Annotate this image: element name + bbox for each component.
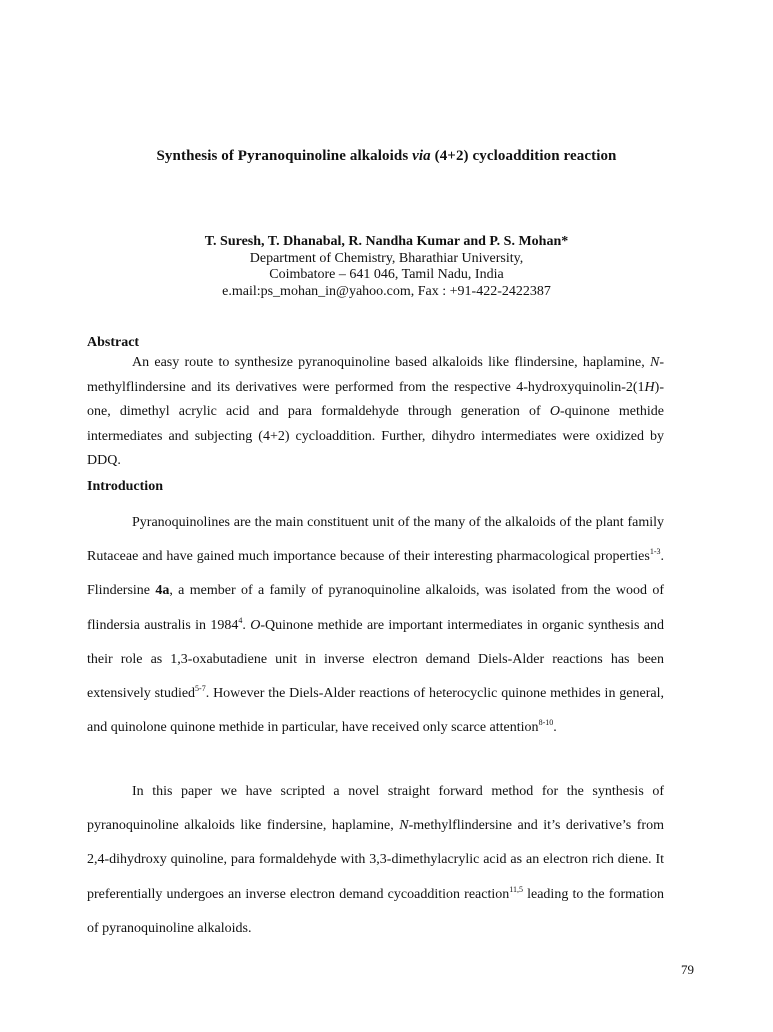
introduction-paragraph-1 xyxy=(87,506,664,745)
abstract-text-2: -methylflindersine and its derivatives were performed from the respective 4-hydroxyquinolin-2(1 xyxy=(87,355,665,395)
citation-8-10: 8-10 xyxy=(538,718,554,728)
p1-text-e: -Quinone methide are important intermediates in organic synthesis and their role as 1,3-oxabutadiene unit in inverse electron demand Diels-Alder reactions has been extensively studied xyxy=(87,617,664,702)
affiliation-contact: e.mail:ps_mohan_in@yahoo.com, Fax : +91-422-2422387 xyxy=(222,283,551,299)
title-italic-via: via xyxy=(412,148,431,164)
p1-text-c: , a member of a family of pyranoquinoline alkaloids, was isolated from the wood of flindersia australis in 1984 xyxy=(87,583,664,633)
p2-text-a: In this paper we have scripted a novel straight forward method for the synthesis of pyranoquinoline alkaloids like findersine, haplamine, xyxy=(87,784,664,834)
p1-text-d: . xyxy=(242,617,251,633)
abstract-italic-n: N xyxy=(650,355,660,370)
introduction-heading: Introduction xyxy=(87,479,163,494)
introduction-paragraph-2 xyxy=(87,775,664,946)
abstract-text-4: -quinone methide intermediates and subjecting (4+2) cycloaddition. Further, dihydro intermediates were oxidized by DDQ. xyxy=(87,404,664,468)
p2-text-c: leading to the formation of pyranoquinoline alkaloids. xyxy=(87,886,664,936)
abstract-italic-o: O xyxy=(549,404,560,419)
abstract-indent xyxy=(87,355,132,370)
p1-text-g: . xyxy=(553,720,557,736)
abstract-text-1: An easy route to synthesize pyranoquinoline based alkaloids like flindersine, haplamine, xyxy=(132,355,645,370)
p1-text-a: Pyranoquinolines are the main constituent unit of the many of the alkaloids of the plant family Rutaceae and have gained much importance because of their interesting pharmacological properties xyxy=(87,515,664,565)
abstract-text-3: )-one, dimethyl acrylic acid and para formaldehyde through generation of xyxy=(87,379,664,419)
title-text-end: (4+2) cycloaddition reaction xyxy=(430,148,617,164)
citation-4: 4 xyxy=(238,615,243,625)
citation-11-5: 11,5 xyxy=(509,884,523,894)
citation-1-3: 1-3 xyxy=(649,547,661,557)
compound-4a: 4a xyxy=(155,583,170,599)
citation-5-7: 5-7 xyxy=(195,684,206,694)
author-block xyxy=(0,234,773,300)
p1-italic-o: O xyxy=(250,617,261,633)
page-number: 79 xyxy=(681,962,694,977)
title-text-start: Synthesis of Pyranoquinoline alkaloids xyxy=(156,148,413,164)
p1-text-f: . However the Diels-Alder reactions of heterocyclic quinone methides in general, and quinolone quinone methide in particular, have received only scarce attention xyxy=(87,686,664,736)
affiliation-department: Department of Chemistry, Bharathiar University, xyxy=(249,250,524,266)
author-names: T. Suresh, T. Dhanabal, R. Nandha Kumar and P. S. Mohan* xyxy=(204,234,569,249)
p2-italic-n: N xyxy=(399,818,409,834)
affiliation-city: Coimbatore – 641 046, Tamil Nadu, India xyxy=(269,267,504,282)
p2-text-b: -methylflindersine and it’s derivative’s from 2,4-dihydroxy quinoline, para formaldehyde with 3,3-dimethylacrylic acid as an electron rich diene. It preferentially undergoes an inverse electron demand cycoaddition reaction xyxy=(87,818,664,902)
p1-text-b: . Flindersine xyxy=(87,549,664,599)
paper-title xyxy=(0,148,773,165)
abstract-body xyxy=(87,351,664,474)
abstract-italic-h: H xyxy=(644,379,655,395)
abstract-heading: Abstract xyxy=(87,335,140,350)
